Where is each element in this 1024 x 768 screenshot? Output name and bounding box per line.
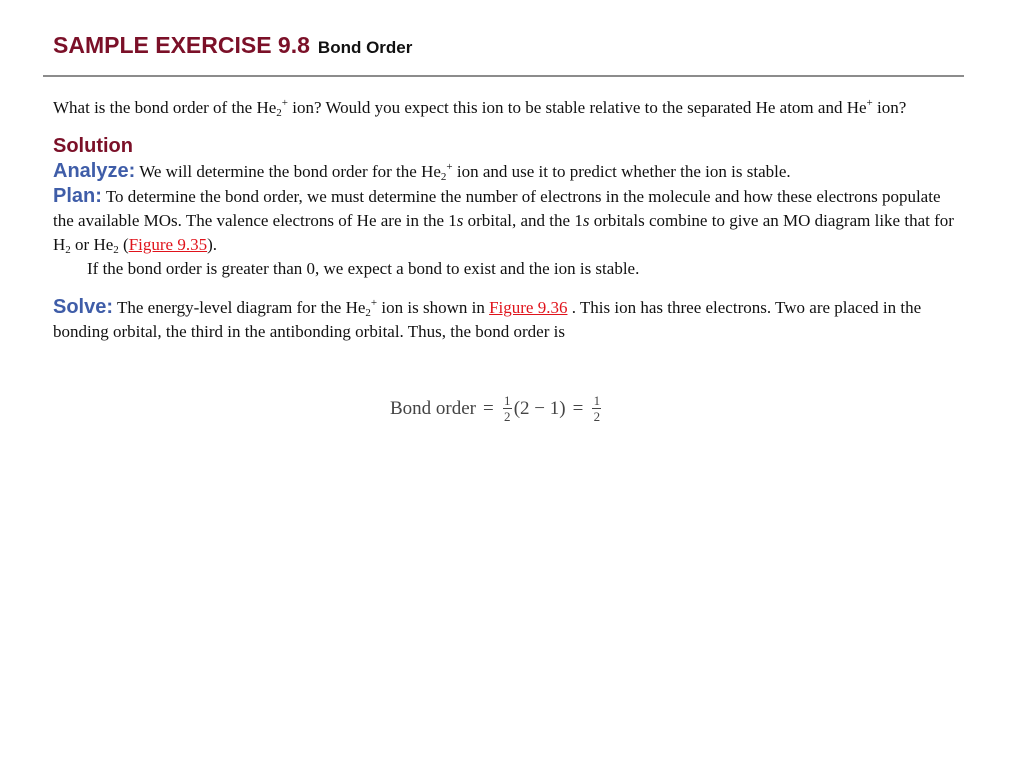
solve-label: Solve: — [53, 296, 114, 318]
slide-title — [53, 32, 412, 59]
fraction-result: $\frac{1}{2}$ — [593, 393, 601, 424]
slide-content — [53, 96, 958, 344]
figure-9-35-link[interactable]: Figure 9.35 — [128, 235, 208, 254]
question-text: What is the bond order of the $He_2^+$ ion? Would you expect this ion to be stable relative to the separated He atom and He+ ion? — [53, 97, 907, 119]
plan-indent-text: If the bond order is greater than 0, we expect a bond to exist and the ion is stable. — [87, 259, 640, 278]
equation-label: Bond order — [390, 397, 477, 419]
exercise-subtitle: Bond Order — [317, 38, 413, 57]
analyze-paragraph: Analyze: We will determine the bond order for the $He_2^+$ ion and use it to predict whether the ion is stable. — [53, 160, 791, 183]
analyze-label: Analyze: — [53, 160, 136, 182]
fraction-one-half: $\frac{1}{2}$ — [503, 393, 511, 424]
exercise-title: SAMPLE EXERCISE 9.8 — [53, 32, 310, 58]
bond-order-equation: Bond order = $\frac{1}{2}$ (2 − 1) = $\frac{1}{2}$ — [390, 393, 601, 424]
plan-paragraph: Plan: To determine the bond order, we must determine the number of electrons in the molecule and how these electrons populate the available MOs. The valence electrons of He are in the 1s orbital, and the 1s orbitals combine to give an MO diagram like that for $H_2$ or $He_2$ (Figure 9.35). — [53, 185, 954, 256]
solve-paragraph: Solve: The energy-level diagram for the $He_2^+$ ion is shown in Figure 9.36 . This ion has three electrons. Two are placed in the bonding orbital, the third in the antibonding orbital. Thus, the bond order is — [53, 296, 922, 341]
equation-parenthesis: (2 − 1) — [513, 397, 566, 419]
figure-9-36-link[interactable]: Figure 9.36 — [489, 298, 568, 317]
solution-heading: Solution — [53, 135, 133, 157]
title-divider — [43, 75, 964, 77]
plan-label: Plan: — [53, 185, 102, 207]
